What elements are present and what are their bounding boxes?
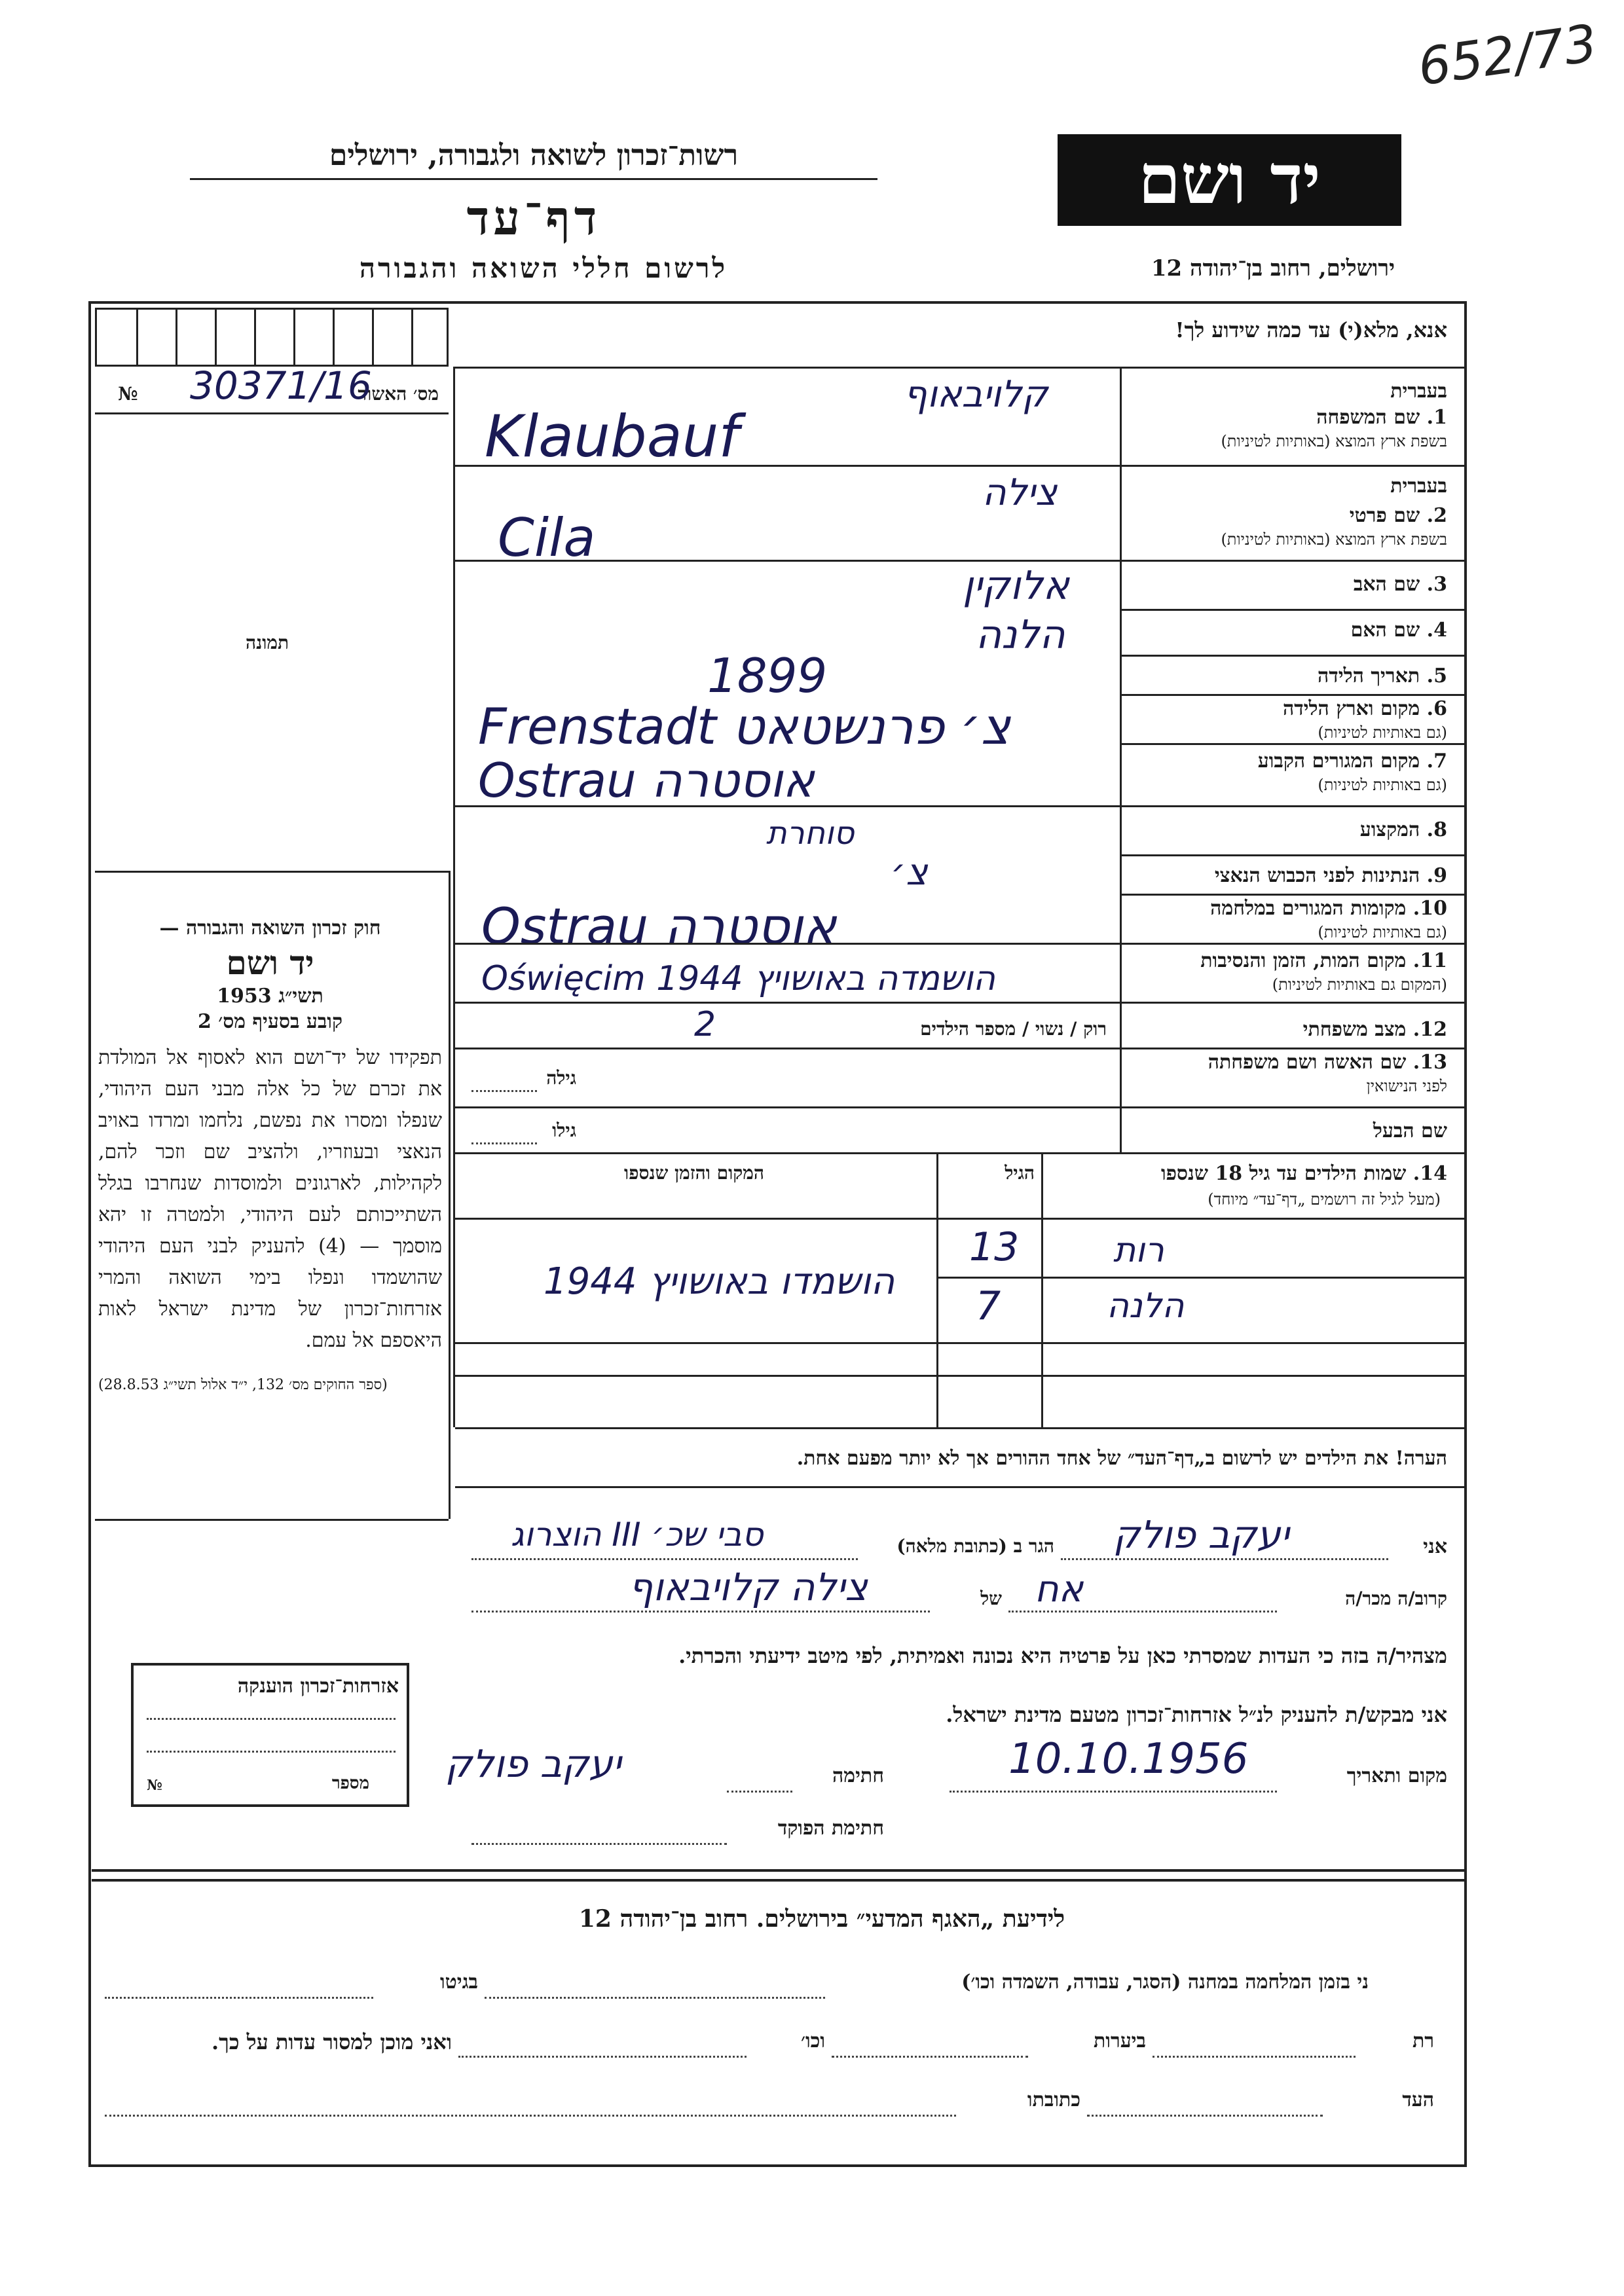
child1-place[interactable]: הושמדו באושויץ 1944 [544,1260,895,1303]
f2-label: 2. שם פרטי [1349,504,1447,527]
f9-label: 9. הנתינות לפני הכבוש הנאצי [1214,864,1447,887]
decl-relative-label: קרוב/ה מכר/ה [1345,1588,1447,1609]
children-subtitle: (מעל לגיל זה רושמים „דף־עד״ מיוחד) [1208,1190,1441,1209]
code-boxes [95,308,449,367]
citizenship-number-label: מספר [331,1774,369,1793]
footer-line1-b: בגיטו [439,1971,478,1994]
photo-area[interactable] [95,412,449,871]
f2-hebrew-value[interactable]: צילה [982,471,1058,514]
form-title: דף־עד [466,190,601,246]
child2-age[interactable]: 7 [976,1283,1001,1329]
f10-sub: (גם באותיות לטיניות) [1318,923,1447,941]
citizenship-box[interactable] [131,1663,409,1807]
note: הערה! את הילדים יש לרשום ב„דף־העד״ של אחד ההורים אך לא יותר מפעם אחת. [796,1447,1447,1470]
yad-vashem-logo: יד ושם [1058,134,1401,226]
law-clause: קובע בסעיף מס׳ 2 [197,1010,343,1033]
law-year: תשי״ג 1953 [217,985,323,1008]
decl-signature-label: חתימה [832,1764,884,1787]
decl-signature[interactable]: יעקב פולק [445,1741,621,1786]
law-name: יד ושם [226,943,314,982]
footer-heading: לידיעת „האגף המדעי״ בירושלים. רחוב בן־יהודה 12 [578,1905,1065,1933]
decl-request: אני מבקש/ת להעניק לנ״ל אזרחות־זכרון מטעם מדינת ישראל. [946,1702,1447,1727]
children-title: 14. שמות הילדים עד גיל 18 שנספו [1160,1162,1447,1185]
child2-name[interactable]: הלנה [1107,1286,1185,1326]
citizenship-title: אזרחות־זכרון הוענקה [237,1675,399,1698]
decl-address[interactable]: סבי שכ׳ III הוצרוג [511,1516,764,1554]
f8-label: 8. המקצוע [1359,818,1447,841]
law-source: (ספר החוקים מס׳ 132, י״ד אלול תשי״ג 28.8.53) [98,1377,388,1393]
decl-resides-label: הגר ב (כתובת מלאה) [896,1535,1054,1557]
form-subtitle: לרשום חללי השואה והגבורה [359,252,728,284]
children-age-header: הגיל [1005,1162,1035,1184]
husband-label: שם הבעל [1373,1120,1447,1142]
f1-sub: בשפת ארץ המוצא (באותיות לטיניות) [1221,432,1447,450]
f12-children-count[interactable]: 2 [694,1005,716,1044]
f2-hebrew-label: בעברית [1390,475,1447,498]
f11-value[interactable]: Oświęcim 1944 הושמדה באושויץ [481,959,995,998]
decl-statement: מצהיר/ה בזה כי העדות שמסרתי כאן על פרטיה היא נכונה ואמיתית, לפי מיטב ידיעתי והכרתי. [678,1643,1447,1668]
f1-label: 1. שם המשפחה [1316,406,1447,429]
footer-line2-c: וכו׳ [801,2030,825,2052]
header-address: ירושלים, רחוב בן־יהודה 12 [1151,255,1395,282]
f11-label: 11. מקום המות, הזמן והנסיבות [1200,949,1447,972]
child1-name[interactable]: רות [1113,1231,1164,1270]
photo-label: תמונה [246,632,289,653]
f7-value[interactable]: Ostrau אוסטרה [478,753,815,808]
f11-sub: (המקום גם באותיות לטיניות) [1272,975,1447,994]
f4-label: 4. שם האם [1350,619,1447,642]
decl-relation[interactable]: אח [1035,1568,1084,1611]
citizenship-no-symbol: № [147,1777,162,1794]
f3-value[interactable]: אלוקין [963,563,1069,609]
archive-number: 652/73 [1414,14,1601,98]
f2-sub: בשפת ארץ המוצא (באותיות לטיניות) [1221,530,1447,549]
law-box [98,917,442,1393]
decl-place-date-label: מקום ותאריך [1346,1764,1447,1787]
decl-date[interactable]: 10.10.1956 [1008,1735,1249,1783]
children-place-header: המקום והזמן שנספו [624,1162,764,1184]
husband-age-label: גילו [552,1120,576,1141]
footer-line2-d: ואני מוכן למסור עדות על כך. [211,2030,452,2054]
f1-hebrew-label: בעברית [1390,380,1447,403]
f6-sub: (גם באותיות לטיניות) [1318,723,1447,742]
decl-i-label: אני [1423,1535,1447,1558]
f3-label: 3. שם האב [1353,573,1447,596]
decl-of-value[interactable]: צילה קלויבאוף [629,1565,868,1609]
f6-label: 6. מקום וארץ הלידה [1282,697,1447,720]
decl-of-label: של [980,1588,1002,1609]
approval-label: מס׳ האשור [358,383,439,405]
footer-line2-a: רת [1412,2030,1434,2052]
f13-age-label: גילה [546,1067,576,1089]
law-heading: חוק זכרון השואה והגבורה — [159,917,381,939]
f6-value[interactable]: Frenstadt צ׳ פרנשטאט [478,697,1010,756]
f13-sub: לפני הנישואין [1366,1077,1447,1095]
f2-latin-value[interactable]: Cila [498,507,596,568]
footer-line2-b: ביערות [1093,2030,1146,2052]
f1-hebrew-value[interactable]: קלויבאוף [904,373,1048,416]
official-signature-label: חתימת הפוקד [777,1817,884,1840]
footer-line1-a: ני בזמן המלחמה במחנה (הסגר, עבודה, השמדה וכו׳) [961,1971,1369,1994]
f10-value[interactable]: Ostrau אוסטרה [481,897,837,955]
f13-label: 13. שם האשה ושם משפחתה [1208,1051,1447,1074]
f1-latin-value[interactable]: Klaubauf [485,403,739,470]
f5-value[interactable]: 1899 [707,648,828,703]
law-text: תפקידו של יד־ושם הוא לאסוף אל המולדת את זכרם של כל אלה מבני העם היהודי, שנפלו ומסרו את נפשם, נלחמו ומרדו באויב הנאצי ובעוזריו, ולהציב שם וזכר להם, לקהילות, לארגונים ולמוסדות שנחרבו בגלל השתייכותם לעם היהודי, ולמטרה זו יהא מוסמך — (4) להעניק לבני העם היהודי שהושמדו ונפלו בימי השואה והמרי אזרחות־זכרון של מדינת ישראל לאות היאספם אל עמם. [98,1046,442,1352]
approval-number[interactable]: 30371/16 [190,363,372,408]
footer-line3-b: כתובתו [1027,2088,1080,2111]
f12-options: רוק / נשוי / מספר הילדים [920,1018,1107,1040]
f9-value[interactable]: צ׳ [891,851,928,894]
f7-sub: (גם באותיות לטיניות) [1318,776,1447,794]
f7-label: 7. מקום המגורים הקבוע [1257,750,1447,773]
footer-line3-a: העד [1402,2088,1434,2111]
decl-name[interactable]: יעקב פולק [1113,1512,1289,1557]
f10-label: 10. מקומות המגורים במלחמה [1210,897,1447,920]
f4-value[interactable]: הלנה [976,612,1065,658]
f5-label: 5. תאריך הלידה [1318,665,1447,687]
instructions: אנא, מלא(י) עד כמה שידוע לך! [1175,318,1447,342]
f8-value[interactable]: סוחרת [766,815,855,852]
f12-label: 12. מצב משפחתי [1302,1018,1447,1041]
institution-name: רשות־זכרון לשואה ולגבורה, ירושלים [329,139,739,172]
approval-no-symbol: № [118,383,138,405]
child1-age[interactable]: 13 [969,1224,1020,1270]
